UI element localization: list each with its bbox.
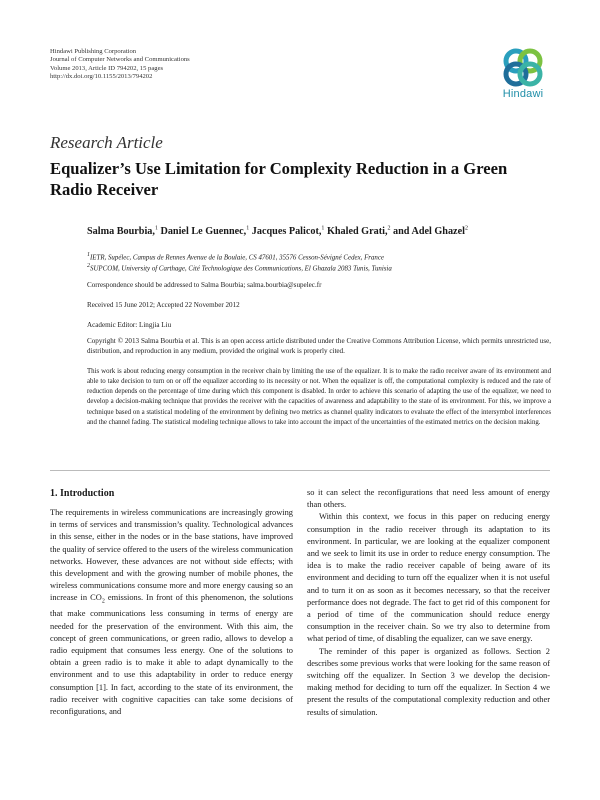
paragraph: The reminder of this paper is organized as follows. Section 2 describes some previous works that were looking for the same reason of switching off the equalizer. In Section 3 we develop the decision-making method for deciding to turn off the equalizer. In Section 4 we present the results of the computational complexity reduction and other results of simulation.	[307, 646, 550, 717]
affiliation-1: $^1$IETR, Supélec, Campus de Rennes Avenue de la Boulaie, CS 47601, 35576 Cesson-Sévigné Cedex, France	[87, 252, 384, 262]
affiliation-2: $^2$SUPCOM, University of Carthage, Cité Technologique des Communications, El Ghazala 2083 Tunis, Tunisia	[87, 263, 392, 273]
article-type: Research Article	[50, 133, 163, 152]
received-dates: Received 15 June 2012; Accepted 22 November 2012	[87, 301, 240, 309]
author: and Adel Ghazel$^2$	[393, 226, 468, 238]
paragraph: The requirements in wireless communications are increasingly growing in terms of services and transmission’s quality. Technological advances in this sense, either in the nodes or in the base stations, have improved the quality of service offered to the users of the wireless communication networks. However, these advances are not without side effects; with this development and with the growing number of mobile phones, the wireless communications consume more and more energy causing so an increase in $CO_2$ emissions. In front of this phenomenon, the solutions that make communications less consuming in terms of energy are needed for the preservation of the environment. With this aim, the concept of green communications, or green radio, allows to develop a radio equipment that consumes less energy. One of the solutions to obtain a green radio is to make it able to adapt dynamically to the environment and to use this adaptability in order to reduce energy consumption [1]. In fact, according to the state of its environment, the radio receiver with cognitive capacities can take some decisions of reconfigurations, and	[50, 508, 293, 716]
author-list	[87, 226, 557, 237]
publisher-name: Hindawi Publishing Corporation	[50, 48, 137, 55]
author: Jacques Palicot,$^1$	[251, 226, 325, 238]
abstract: This work is about reducing energy consumption in the receiver chain by limiting the use of the equalizer. It is to make the radio receiver aware of its environment and able to take decision to turn on or off the equalizer according to its necessity or not. When the equalizer is off, the computational complexity is reduced and the rate of reduction depends on the percentage of time during which this component is disabled. In order to achieve this scenario of adapting the use of the equalizer, we need to develop a decision-making technique that provides the receiver with the capacities of awareness and adaptability to the state of its environment. For this, we improve a technique based on a statistical modeling of the environment by defining two metrics as channel quality indicators to evaluate the effect of the intersymbol interferences and the channel fading. The statistical modeling technique allows to take into account the impact of the uncertainties of the estimated metrics on the decision making.	[87, 368, 551, 426]
paragraph: so it can select the reconfigurations that need less amount of energy than others.	[307, 488, 550, 510]
author: Salma Bourbia,$^1$	[87, 226, 158, 238]
article-title: Equalizer’s Use Limitation for Complexity Reduction in a Green Radio Receiver	[50, 159, 508, 199]
section-heading: 1. Introduction	[50, 488, 115, 499]
journal-header	[50, 48, 190, 82]
doi-link[interactable]: http://dx.doi.org/10.1155/2013/794202	[50, 73, 153, 81]
left-column	[50, 507, 293, 718]
paragraph: Within this context, we focus in this paper on reducing energy consumption in the radio receiver through its adaptation to its environment. In particular, we are looking at the equalizer component and we seek to limit its use in order to reduce energy consumption. The idea is to make the radio receiver capable of being aware of its environment and deciding to turn off the equalizer when it is not useful and to turn it on as soon as it becomes necessary, so that the receiver performance does not degrade. The fact to get rid of this component for a period of time of the communication should reduce energy consumption in the receiver chain. So we try also to determine from what period of time, of disabling the equalizer, can we save energy.	[307, 512, 550, 644]
hindawi-logo	[498, 47, 548, 105]
right-column	[307, 487, 550, 719]
academic-editor: Academic Editor: Lingjia Liu	[87, 321, 172, 329]
volume-info: Volume 2013, Article ID 794202, 15 pages	[50, 64, 164, 72]
journal-name: Journal of Computer Networks and Communications	[50, 56, 190, 64]
copyright-notice: Copyright © 2013 Salma Bourbia et al. This is an open access article distributed under the Creative Commons Attribution License, which permits unrestricted use, distribution, and reproduction in any medium, provided the original work is properly cited.	[87, 337, 551, 356]
author: Daniel Le Guennec,$^1$	[160, 226, 250, 238]
divider	[50, 470, 550, 471]
correspondence: Correspondence should be addressed to Salma Bourbia; salma.bourbia@supelec.fr	[87, 281, 322, 289]
author: Khaled Grati,$^2$	[326, 226, 391, 238]
hindawi-logo-icon	[502, 47, 544, 87]
hindawi-logo-text: Hindawi	[502, 88, 544, 100]
